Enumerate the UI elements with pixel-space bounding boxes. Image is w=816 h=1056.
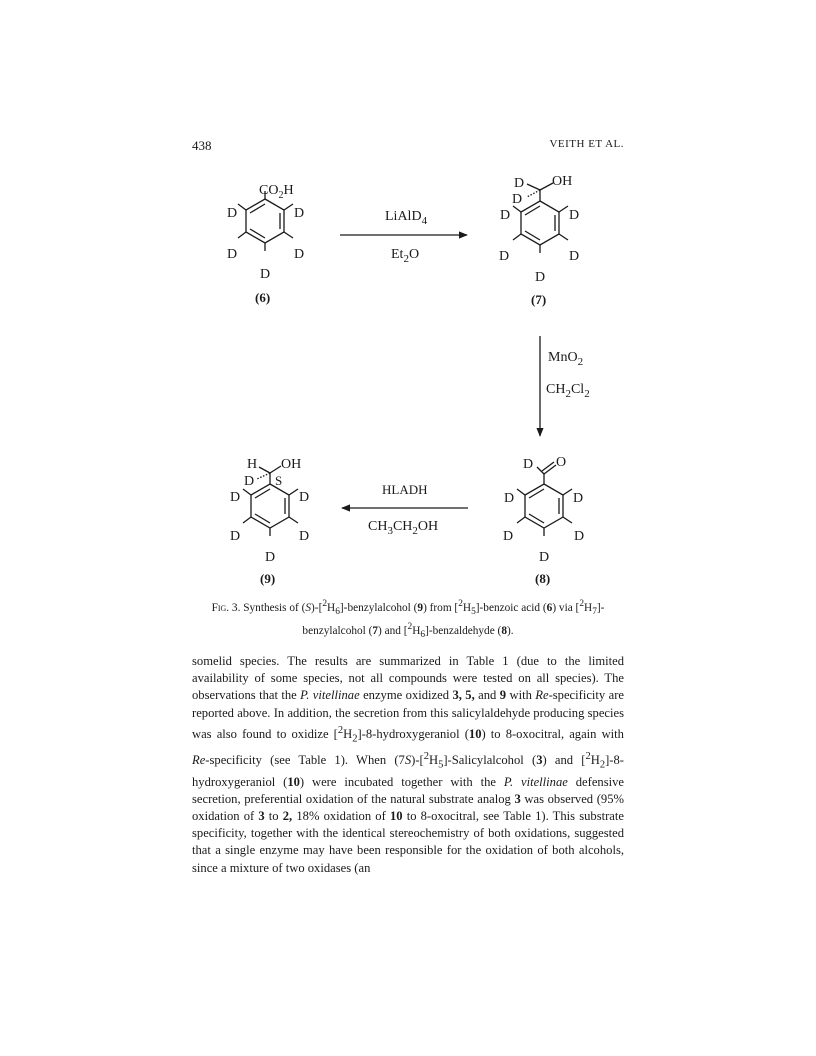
compound-7-label: (7) [531,292,547,307]
compound-7-d-lower-left: D [499,249,510,264]
compound-9-d-bottom: D [265,550,276,565]
compound-8-d-upper-right: D [573,491,584,506]
compound-7-d-hash: D [512,192,523,207]
compound-7-d-bottom: D [535,270,546,285]
compound-6-structure [238,191,293,251]
compound-8-d-bottom: D [539,550,550,565]
compound-8-label: (8) [535,571,551,586]
compound-6-d-lower-right: D [294,247,305,262]
body-paragraph: somelid species. The results are summarized in Table 1 (due to the limited availability of some species, not all compounds were tested on all species). The observations that the P. vitellinae enzyme oxidized 3, 5, and 9 with Re-specificity are reported above. In addition, the secretion from this salicylaldehyde producing species was also found to oxidize $[^2H_2]-8$-hydroxygeraniol (10) to 8-oxocitral, again with Re-specificity (see Table 1). When $(7S)-[^2H_5]$-Salicylalcohol (3) and $[^2H_2]-8$-hydroxygeraniol (10) were incubated together with the P. vitellinae defensive secretion, preferential oxidation of the natural substrate analog 3 was observed (95% oxidation of 3 to 2, 18% oxidation of 10 to 8-oxocitral, see Table 1). This substrate specificity, together with the identical stereochemistry of both oxidations, suggested that a single enzyme may have been responsible for the oxidation of both alcohols, since a mixture of two oxidases (an [192,654,625,875]
compound-7-d-upper-left: D [500,208,511,223]
compound-9-d-lower-left: D [230,529,241,544]
compound-6-d-lower-left: D [227,247,238,262]
compound-8-d-top: D [523,457,534,472]
compound-6-co2h: $CO_2H$ [259,183,294,201]
compound-7-d-lower-right: D [569,249,580,264]
compound-9-d-upper-left: D [230,490,241,505]
compound-8-d-lower-right: D [574,529,585,544]
compound-7-d-top: D [514,176,525,191]
compound-8-d-lower-left: D [503,529,514,544]
figure-caption: Fig. 3. Synthesis of $(S)-[^2H_6]$-benzylalcohol (9) from $[^2H_5]$-benzoic acid (6) via $[^2H_7]$-benzylalcohol (7) and $[^2H_6]$-benzaldehyde (8). [211,599,605,641]
compound-6-label: (6) [255,290,271,305]
compound-8-structure [517,462,572,536]
compound-7-oh: OH [552,174,573,189]
compound-9-oh: OH [281,457,302,472]
compound-9-d-upper-right: D [299,490,310,505]
compound-7-d-upper-right: D [569,208,580,223]
step2-reagent: MnO$_2$ [548,350,584,368]
compound-9-s: S [275,473,283,488]
step1-reagent: LiAlD$_4$ [385,209,428,227]
compound-8-o: O [556,455,567,470]
compound-8-d-upper-left: D [504,491,515,506]
compound-9-label: (9) [260,571,276,586]
compound-9-d-hash: D [244,474,255,489]
step3-solvent: $CH_3CH_2OH$ [368,519,439,537]
compound-6-d-bottom: D [260,267,271,282]
step1-solvent: $Et_2O$ [391,247,420,265]
figure-label: Fig. 3. [211,601,241,614]
step3-reagent: HLADH [382,482,428,497]
page-number: 438 [192,138,212,153]
running-head: VEITH ET AL. [549,138,624,150]
compound-9-h: H [247,457,258,472]
compound-6-d-upper-left: D [227,206,238,221]
step2-solvent: $CH_2Cl_2$ [546,382,590,400]
compound-6-d-upper-right: D [294,206,305,221]
compound-9-d-lower-right: D [299,529,310,544]
